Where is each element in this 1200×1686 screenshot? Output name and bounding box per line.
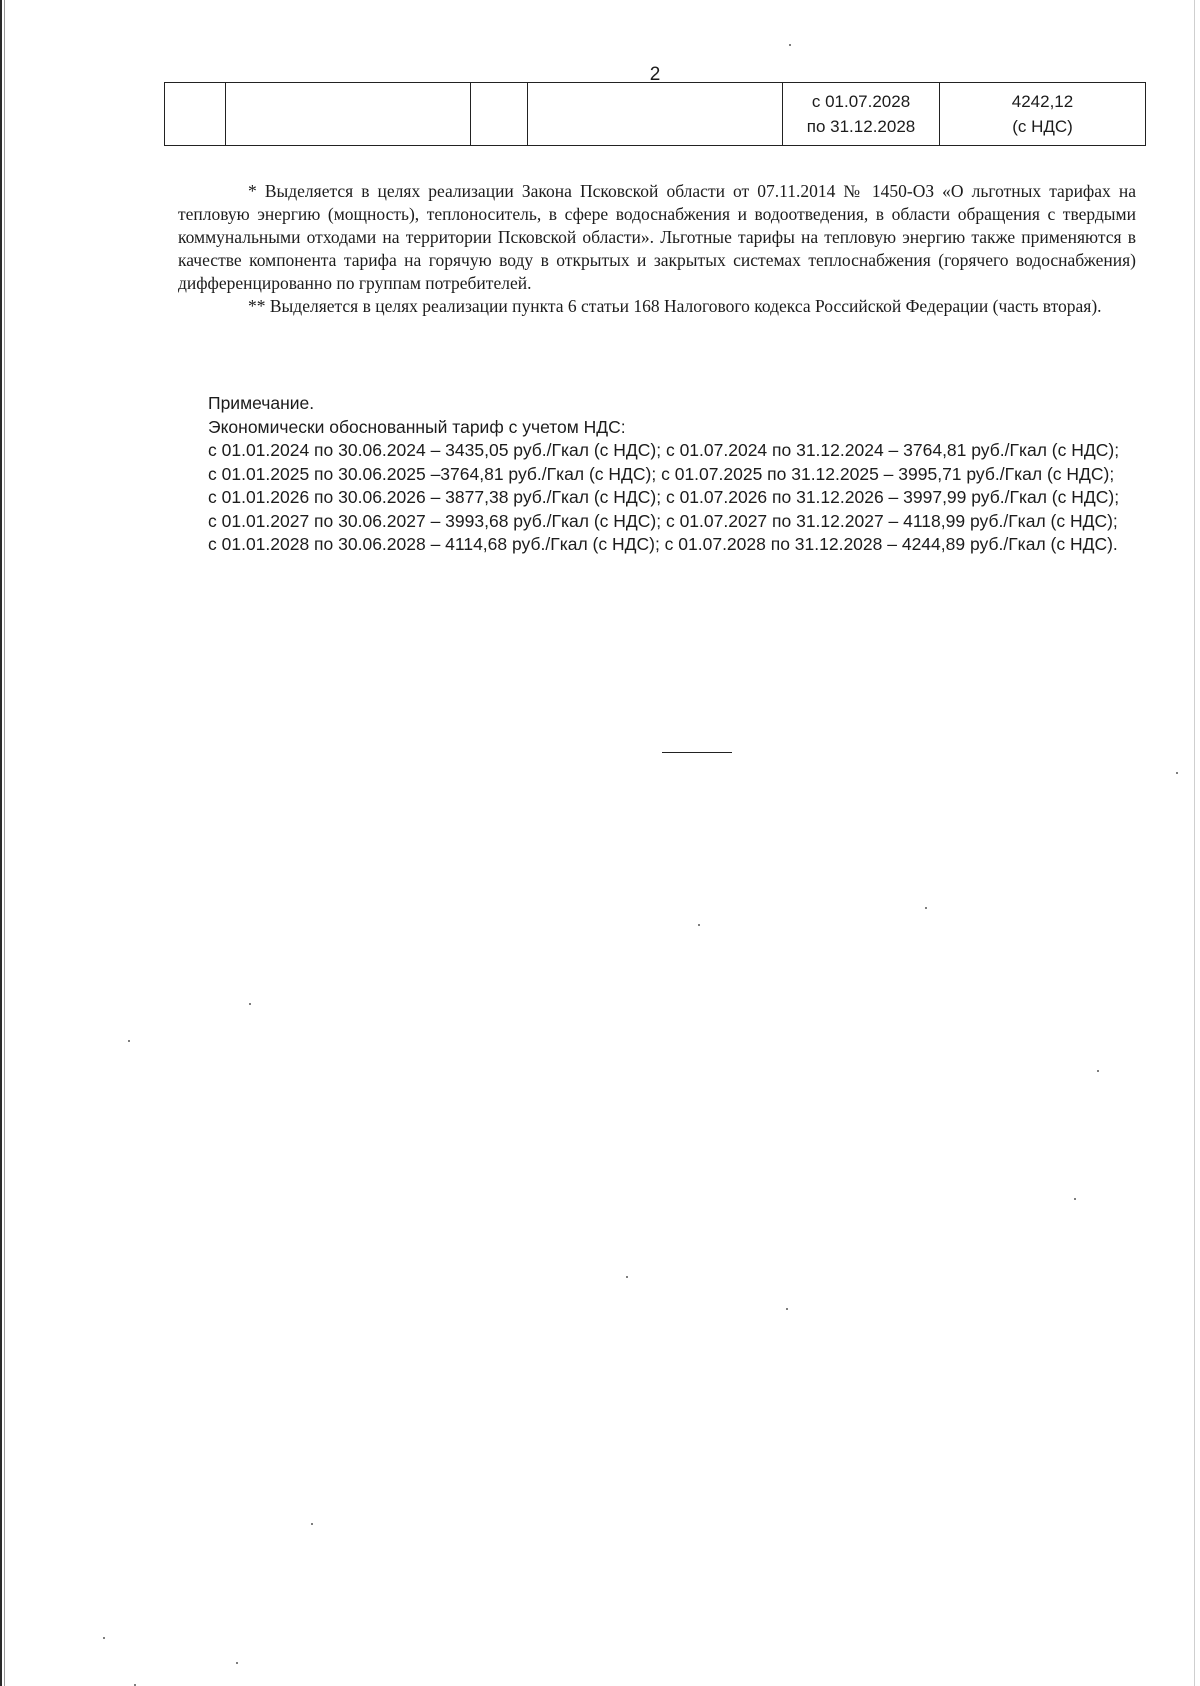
- note-line: с 01.01.2026 по 30.06.2026 – 3877,38 руб./Гкал (с НДС); с 01.07.2026 по 31.12.2026 – 3997,99 руб./Гкал (с НДС);: [208, 487, 1120, 507]
- scan-speck: [311, 1523, 313, 1525]
- scan-speck: [626, 1276, 628, 1278]
- scan-speck: [786, 1308, 788, 1310]
- scan-speck: [1074, 1198, 1076, 1200]
- table-cell-1: [165, 83, 226, 146]
- period-to: по 31.12.2028: [806, 117, 916, 136]
- period-from: с 01.07.2028: [811, 92, 911, 111]
- scan-speck: [128, 1040, 130, 1042]
- note-line: с 01.01.2028 по 30.06.2028 – 4114,68 руб./Гкал (с НДС); с 01.07.2028 по 31.12.2028 – 4244,89 руб./Гкал (с НДС).: [208, 534, 1118, 554]
- end-divider: [662, 752, 732, 753]
- page-number: 2: [649, 64, 661, 85]
- note-heading: Примечание.: [208, 393, 315, 413]
- table-cell-3: [471, 83, 528, 146]
- scan-border-right: [1194, 0, 1195, 1686]
- table-cell-period: [783, 83, 940, 146]
- note-line: с 01.01.2027 по 30.06.2027 – 3993,68 руб./Гкал (с НДС); с 01.07.2027 по 31.12.2027 – 4118,99 руб./Гкал (с НДС);: [208, 510, 1118, 531]
- tariff-vat-note: (с НДС): [1012, 117, 1073, 136]
- tariff-value: 4242,12: [1011, 92, 1074, 111]
- footnote-double-star: ** Выделяется в целях реализации пункта 6 статьи 168 Налогового кодекса Российской Федерации (часть вторая).: [248, 296, 1102, 316]
- scan-speck: [249, 1003, 251, 1005]
- note-line: с 01.01.2024 по 30.06.2024 – 3435,05 руб./Гкал (с НДС); с 01.07.2024 по 31.12.2024 – 3764,81 руб./Гкал (с НДС);: [208, 440, 1120, 460]
- scan-speck: [698, 924, 700, 926]
- tariff-table: [164, 82, 1146, 146]
- table-cell-4: [528, 83, 783, 146]
- scan-speck: [236, 1662, 238, 1664]
- table-cell-2: [226, 83, 471, 146]
- scan-border-left: [0, 0, 2, 1686]
- note-section: [178, 392, 1136, 557]
- table-cell-tariff: [940, 83, 1146, 146]
- footnote-single-star: * Выделяется в целях реализации Закона Псковской области от 07.11.2014 № 1450-ОЗ «О льготных тарифах на тепловую энергию (мощность), теплоноситель, в сфере водоснабжения и водоотведения, в области обращения с твердыми коммунальными отходами на территории Псковской области». Льготные тарифы на тепловую энергию также применяются в качестве компонента тарифа на горячую воду в открытых и закрытых системах теплоснабжения (горячего водоснабжения) дифференцированно по группам потребителей.: [178, 181, 1136, 293]
- scan-speck: [789, 44, 791, 46]
- scan-speck: [925, 907, 927, 909]
- scan-speck: [1097, 1070, 1099, 1072]
- scan-border-left-inner: [4, 0, 5, 1686]
- scan-speck: [103, 1637, 105, 1639]
- table-row: [165, 83, 1146, 146]
- note-line: с 01.01.2025 по 30.06.2025 –3764,81 руб./Гкал (с НДС); с 01.07.2025 по 31.12.2025 – 3995,71 руб./Гкал (с НДС);: [208, 463, 1115, 484]
- note-subheading: Экономически обоснованный тариф с учетом НДС:: [208, 416, 626, 437]
- footnotes-section: [178, 180, 1136, 318]
- scan-speck: [1176, 772, 1178, 774]
